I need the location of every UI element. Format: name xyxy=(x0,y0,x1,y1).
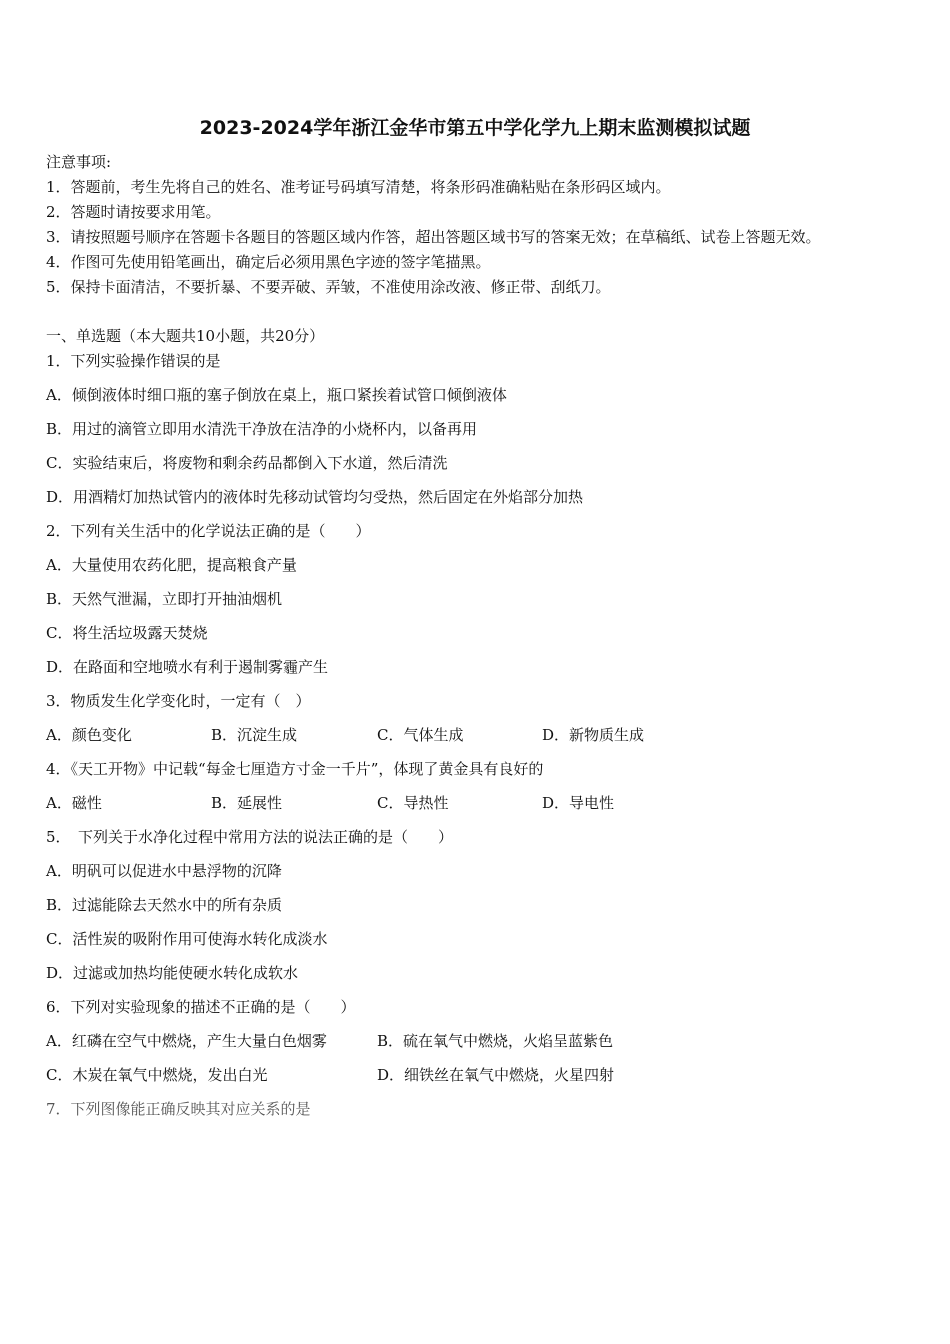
question-2-option-d: D．在路面和空地喷水有利于遏制雾霾产生 xyxy=(46,658,329,676)
question-2-option-b: B．天然气泄漏，立即打开抽油烟机 xyxy=(46,590,283,608)
question-3-stem: 3．物质发生化学变化时，一定有（ ） xyxy=(46,692,311,710)
question-4-option-c: C．导热性 xyxy=(377,794,449,812)
question-4-option-a: A．磁性 xyxy=(46,794,102,812)
question-1-stem: 1．下列实验操作错误的是 xyxy=(46,352,221,370)
question-6-option-d: D．细铁丝在氧气中燃烧，火星四射 xyxy=(377,1066,615,1084)
notice-item-1: 1．答题前，考生先将自己的姓名、准考证号码填写清楚，将条形码准确粘贴在条形码区域内。 xyxy=(46,178,671,196)
question-3-option-c: C．气体生成 xyxy=(377,726,464,744)
question-3-option-a: A．颜色变化 xyxy=(46,726,132,744)
question-1-option-b: B．用过的滴管立即用水清洗干净放在洁净的小烧杯内，以备再用 xyxy=(46,420,478,438)
question-5-option-b: B．过滤能除去天然水中的所有杂质 xyxy=(46,896,283,914)
question-5-stem: 5． 下列关于水净化过程中常用方法的说法正确的是（ ） xyxy=(46,828,454,846)
question-6-option-b: B．硫在氧气中燃烧，火焰呈蓝紫色 xyxy=(377,1032,614,1050)
question-4-stem: 4．《天工开物》中记载“每金七厘造方寸金一千片”，体现了黄金具有良好的 xyxy=(46,760,544,778)
question-1-option-c: C．实验结束后，将废物和剩余药品都倒入下水道，然后清洗 xyxy=(46,454,448,472)
section-heading: 一、单选题（本大题共10小题，共20分） xyxy=(46,327,325,345)
question-6-option-c: C．木炭在氧气中燃烧，发出白光 xyxy=(46,1066,268,1084)
question-6-option-a: A．红磷在空气中燃烧，产生大量白色烟雾 xyxy=(46,1032,327,1050)
question-5-option-a: A．明矾可以促进水中悬浮物的沉降 xyxy=(46,862,282,880)
question-3-option-d: D．新物质生成 xyxy=(542,726,645,744)
question-4-option-b: B．延展性 xyxy=(211,794,283,812)
notice-heading: 注意事项: xyxy=(46,153,112,171)
question-1-option-a: A．倾倒液体时细口瓶的塞子倒放在桌上，瓶口紧挨着试管口倾倒液体 xyxy=(46,386,507,404)
question-1-option-d: D．用酒精灯加热试管内的液体时先移动试管均匀受热，然后固定在外焰部分加热 xyxy=(46,488,584,506)
notice-item-4: 4．作图可先使用铅笔画出，确定后必须用黑色字迹的签字笔描黑。 xyxy=(46,253,491,271)
question-4-option-d: D．导电性 xyxy=(542,794,615,812)
question-2-option-a: A．大量使用农药化肥，提高粮食产量 xyxy=(46,556,297,574)
notice-item-2: 2．答题时请按要求用笔。 xyxy=(46,203,221,221)
question-3-option-b: B．沉淀生成 xyxy=(211,726,298,744)
question-5-option-d: D．过滤或加热均能使硬水转化成软水 xyxy=(46,964,299,982)
question-5-option-c: C．活性炭的吸附作用可使海水转化成淡水 xyxy=(46,930,328,948)
notice-item-3: 3．请按照题号顺序在答题卡各题目的答题区域内作答，超出答题区域书写的答案无效；在草稿纸、试卷上答题无效。 xyxy=(46,228,821,246)
page-title: 2023-2024学年浙江金华市第五中学化学九上期末监测模拟试题 xyxy=(199,117,751,139)
question-2-stem: 2．下列有关生活中的化学说法正确的是（ ） xyxy=(46,522,371,540)
question-6-stem: 6．下列对实验现象的描述不正确的是（ ） xyxy=(46,998,356,1016)
question-2-option-c: C．将生活垃圾露天焚烧 xyxy=(46,624,208,642)
notice-item-5: 5．保持卡面清洁，不要折暴、不要弄破、弄皱，不准使用涂改液、修正带、刮纸刀。 xyxy=(46,278,611,296)
question-7-stem: 7．下列图像能正确反映其对应关系的是 xyxy=(46,1100,311,1118)
